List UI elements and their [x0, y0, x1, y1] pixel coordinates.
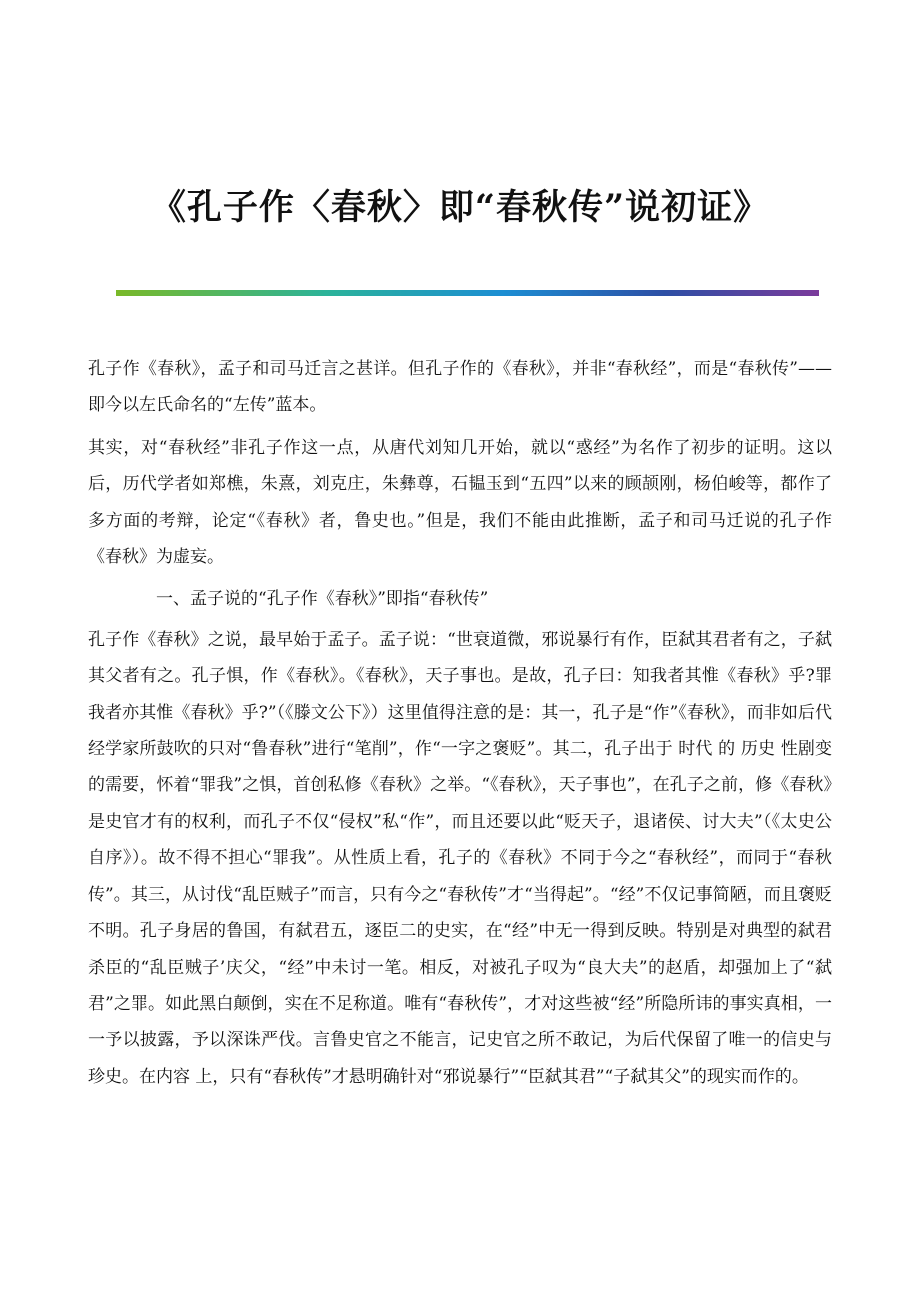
section-paragraph: 孔子作《春秋》之说，最早始于孟子。孟子说：“世衰道微，邪说暴行有作，臣弑其君者有之，子弑其父者有之。孔子惧，作《春秋》。《春秋》，天子事也。是故，孔子曰：知我者其惟《春秋》乎?罪我者亦其惟《春秋》乎?”（《滕文公下》）这里值得注意的是：其一，孔子是“作”《春秋》，而非如后代经学家所鼓吹的只对“鲁春秋”进行“笔削”，作“一字之褒贬”。其二，孔子出于 时代 的 历史 性剧变的需要，怀着“罪我”之惧，首创私修《春秋》之举。“《春秋》，天子事也”，在孔子之前，修《春秋》是史官才有的权利，而孔子不仅“侵权”私“作”，而且还要以此“贬天子，退诸侯、讨大夫”（《太史公自序》）。故不得不担心“罪我”。从性质上看，孔子的《春秋》不同于今之“春秋经”，而同于“春秋传”。其三，从讨伐“乱臣贼子”而言，只有今之“春秋传”才“当得起”。“经”不仅记事简陋，而且褒贬不明。孔子身居的鲁国，有弑君五，逐臣二的史实，在“经”中无一得到反映。特别是对典型的弑君杀臣的“乱臣贼子’庆父，“经”中未讨一笔。相反，对被孔子叹为“良大夫”的赵盾，却强加上了“弑君”之罪。如此黑白颠倒，实在不足称道。唯有“春秋传”，才对这些被“经”所隐所讳的事实真相，一一予以披露，予以深诛严伐。言鲁史官之不能言，记史官之所不敢记，为后代保留了唯一的信史与珍史。在内容 上，只有“春秋传”才悬明确针对“邪说暴行”“臣弑其君”“子弑其父”的现实而作的。 — [88, 629, 832, 1087]
background-paragraph: 其实，对“春秋经”非孔子作这一点，从唐代刘知几开始，就以“惑经”为名作了初步的证明。这以后，历代学者如郑樵，朱熹，刘克庄，朱彝尊，石韫玉到“五四”以来的顾颉刚，杨伯峻等，都作了多方面的考辩，论定“《春秋》者，鲁史也。”但是，我们不能由此推断，孟子和司马迁说的孔子作《春秋》为虚妄。 — [88, 437, 832, 568]
document-body — [88, 351, 832, 1101]
section-heading: 一、孟子说的“孔子作《春秋》”即指“春秋传” — [156, 589, 489, 610]
intro-paragraph: 孔子作《春秋》，孟子和司马迁言之甚详。但孔子作的《春秋》，并非“春秋经”，而是“春秋传”——即今以左氏命名的“左传”蓝本。 — [88, 359, 832, 416]
title-gradient-divider — [116, 290, 819, 296]
document-title: 《孔子作〈春秋〉即“春秋传”说初证》 — [150, 187, 770, 228]
